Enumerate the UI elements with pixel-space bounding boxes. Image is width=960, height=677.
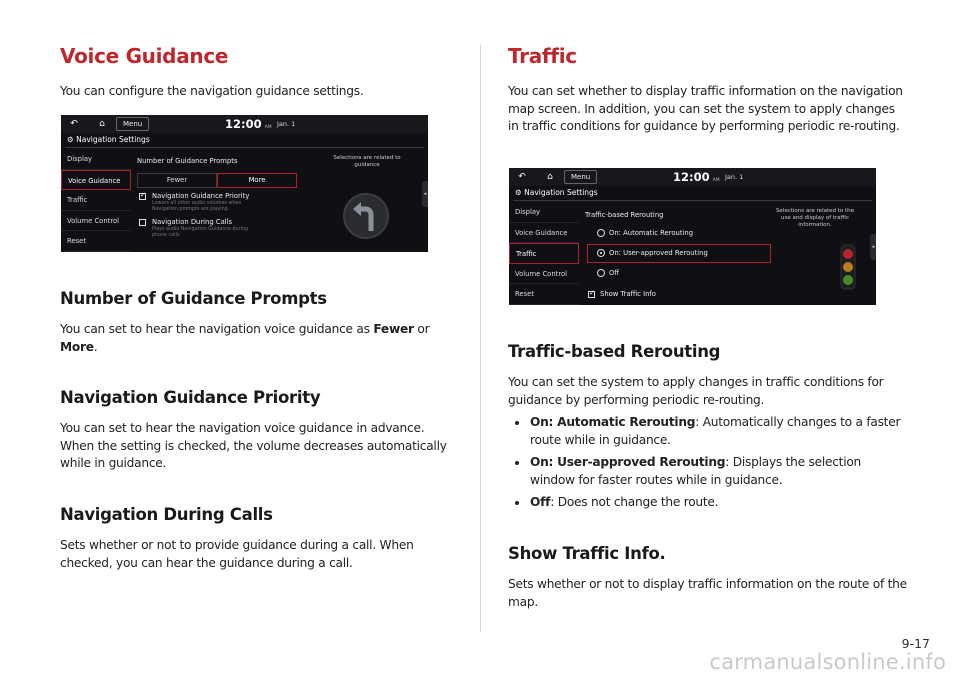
list-item: On: Automatic Rerouting: Automatically changes to a faster route while in guidance. xyxy=(508,414,908,449)
voice-guidance-section xyxy=(60,42,460,101)
priority-note: Lowers all other audio volumes when Navigation prompts are playing. xyxy=(152,201,242,212)
number-of-prompts-title: Number of Guidance Prompts xyxy=(60,289,327,308)
screen-title: ⚙ Navigation Settings xyxy=(515,188,598,197)
show-traffic-info-body: Sets whether or not to display traffic information on the route of the map. xyxy=(508,577,907,609)
show-traffic-info-title: Show Traffic Info. xyxy=(508,544,666,563)
turn-left-icon xyxy=(341,191,391,241)
date: Jan. 1 xyxy=(725,173,744,181)
traffic-title: Traffic xyxy=(508,44,577,68)
menu-button[interactable]: Menu xyxy=(564,170,597,184)
screen-separator xyxy=(513,200,872,201)
user-rerouting-label: On: User-approved Rerouting xyxy=(609,249,708,257)
priority-label: Navigation Guidance Priority xyxy=(152,192,250,200)
screen-title: ⚙ Navigation Settings xyxy=(67,135,150,144)
during-calls-title: Navigation During Calls xyxy=(60,505,273,524)
number-of-prompts-section xyxy=(60,288,460,356)
auto-rerouting-radio[interactable] xyxy=(597,229,605,237)
voice-guidance-screen xyxy=(61,115,428,252)
home-icon[interactable]: ⌂ xyxy=(99,119,105,129)
sidebar-item-traffic[interactable]: Traffic xyxy=(61,190,131,211)
during-calls-section xyxy=(60,504,460,572)
during-calls-checkbox[interactable] xyxy=(139,219,146,226)
watermark: carmanualsonline.info xyxy=(709,650,946,674)
sidebar-item-reset[interactable]: Reset xyxy=(61,231,131,252)
sidebar-item-display[interactable]: Display xyxy=(509,202,579,223)
panel-handle[interactable]: ◂ xyxy=(422,181,428,207)
sidebar-item-display[interactable]: Display xyxy=(61,149,131,170)
list-item: On: User-approved Rerouting: Displays the selection window for faster routes while in guidance. xyxy=(508,454,908,489)
clock: 12:00 AM xyxy=(225,117,272,131)
during-calls-label: Navigation During Calls xyxy=(152,218,233,226)
sidebar-item-volume-control[interactable]: Volume Control xyxy=(509,264,579,285)
during-calls-note: Plays audio Navigation Guidance during phone calls. xyxy=(152,227,248,238)
show-traffic-info-section xyxy=(508,543,908,611)
sidebar-item-voice-guidance[interactable]: Voice Guidance xyxy=(61,170,131,191)
column-divider xyxy=(480,44,481,632)
info-text: Selections are related to the use and display of traffic information. xyxy=(775,208,855,228)
number-of-prompts-body: You can set to hear the navigation voice guidance as Fewer or More. xyxy=(60,322,430,354)
info-text: Selections are related to guidance xyxy=(333,155,401,168)
traffic-rerouting-section xyxy=(508,341,908,517)
traffic-intro: You can set whether to display traffic information on the navigation map screen. In addition, you can set the system to apply changes in traffic conditions for guidance by performing periodic re-routing. xyxy=(508,84,903,133)
auto-rerouting-label: On: Automatic Rerouting xyxy=(609,229,694,237)
guidance-priority-body: You can set to hear the navigation voice guidance in advance. When the setting is checked, the volume decreases automatically while in guidance. xyxy=(60,421,447,470)
traffic-screen xyxy=(509,168,876,305)
rerouting-options-list xyxy=(508,414,908,512)
home-icon[interactable]: ⌂ xyxy=(547,172,553,182)
traffic-rerouting-title: Traffic-based Rerouting xyxy=(508,342,721,361)
sidebar-item-voice-guidance[interactable]: Voice Guidance xyxy=(509,223,579,244)
sidebar-item-volume-control[interactable]: Volume Control xyxy=(61,211,131,232)
prompts-label: Number of Guidance Prompts xyxy=(137,157,238,165)
sidebar-item-reset[interactable]: Reset xyxy=(509,284,579,305)
back-icon[interactable]: ↶ xyxy=(70,119,78,129)
sidebar-item-traffic[interactable]: Traffic xyxy=(509,243,579,264)
guidance-priority-title: Navigation Guidance Priority xyxy=(60,388,321,407)
voice-guidance-title: Voice Guidance xyxy=(60,44,229,68)
traffic-light-icon xyxy=(839,244,857,290)
off-radio[interactable] xyxy=(597,269,605,277)
rerouting-label: Traffic-based Rerouting xyxy=(585,211,664,219)
screen-top-bar xyxy=(61,115,428,133)
clock: 12:00 AM xyxy=(673,170,720,184)
show-traffic-checkbox[interactable]: ✓ xyxy=(589,289,595,297)
fewer-button[interactable]: Fewer xyxy=(137,173,217,188)
back-icon[interactable]: ↶ xyxy=(518,172,526,182)
settings-sidebar xyxy=(61,149,131,252)
traffic-rerouting-body: You can set the system to apply changes in traffic conditions for guidance by performing periodic re-routing. xyxy=(508,375,884,407)
voice-guidance-intro: You can configure the navigation guidance settings. xyxy=(60,84,364,98)
page-number: 9-17 xyxy=(901,636,930,651)
screen-separator xyxy=(65,147,424,148)
settings-sidebar xyxy=(509,202,579,305)
show-traffic-label: Show Traffic Info xyxy=(600,290,656,298)
screen-top-bar xyxy=(509,168,876,186)
list-item: Off: Does not change the route. xyxy=(508,494,908,512)
off-label: Off xyxy=(609,269,620,277)
during-calls-body: Sets whether or not to provide guidance during a call. When checked, you can hear the guidance during a call. xyxy=(60,538,414,570)
guidance-priority-section xyxy=(60,387,460,473)
panel-handle[interactable]: ◂ xyxy=(870,234,876,260)
more-button[interactable]: More xyxy=(217,173,297,188)
priority-checkbox[interactable]: ✓ xyxy=(140,191,146,199)
date: Jan. 1 xyxy=(277,120,296,128)
traffic-section xyxy=(508,42,908,136)
user-rerouting-radio[interactable] xyxy=(597,249,605,257)
menu-button[interactable]: Menu xyxy=(116,117,149,131)
